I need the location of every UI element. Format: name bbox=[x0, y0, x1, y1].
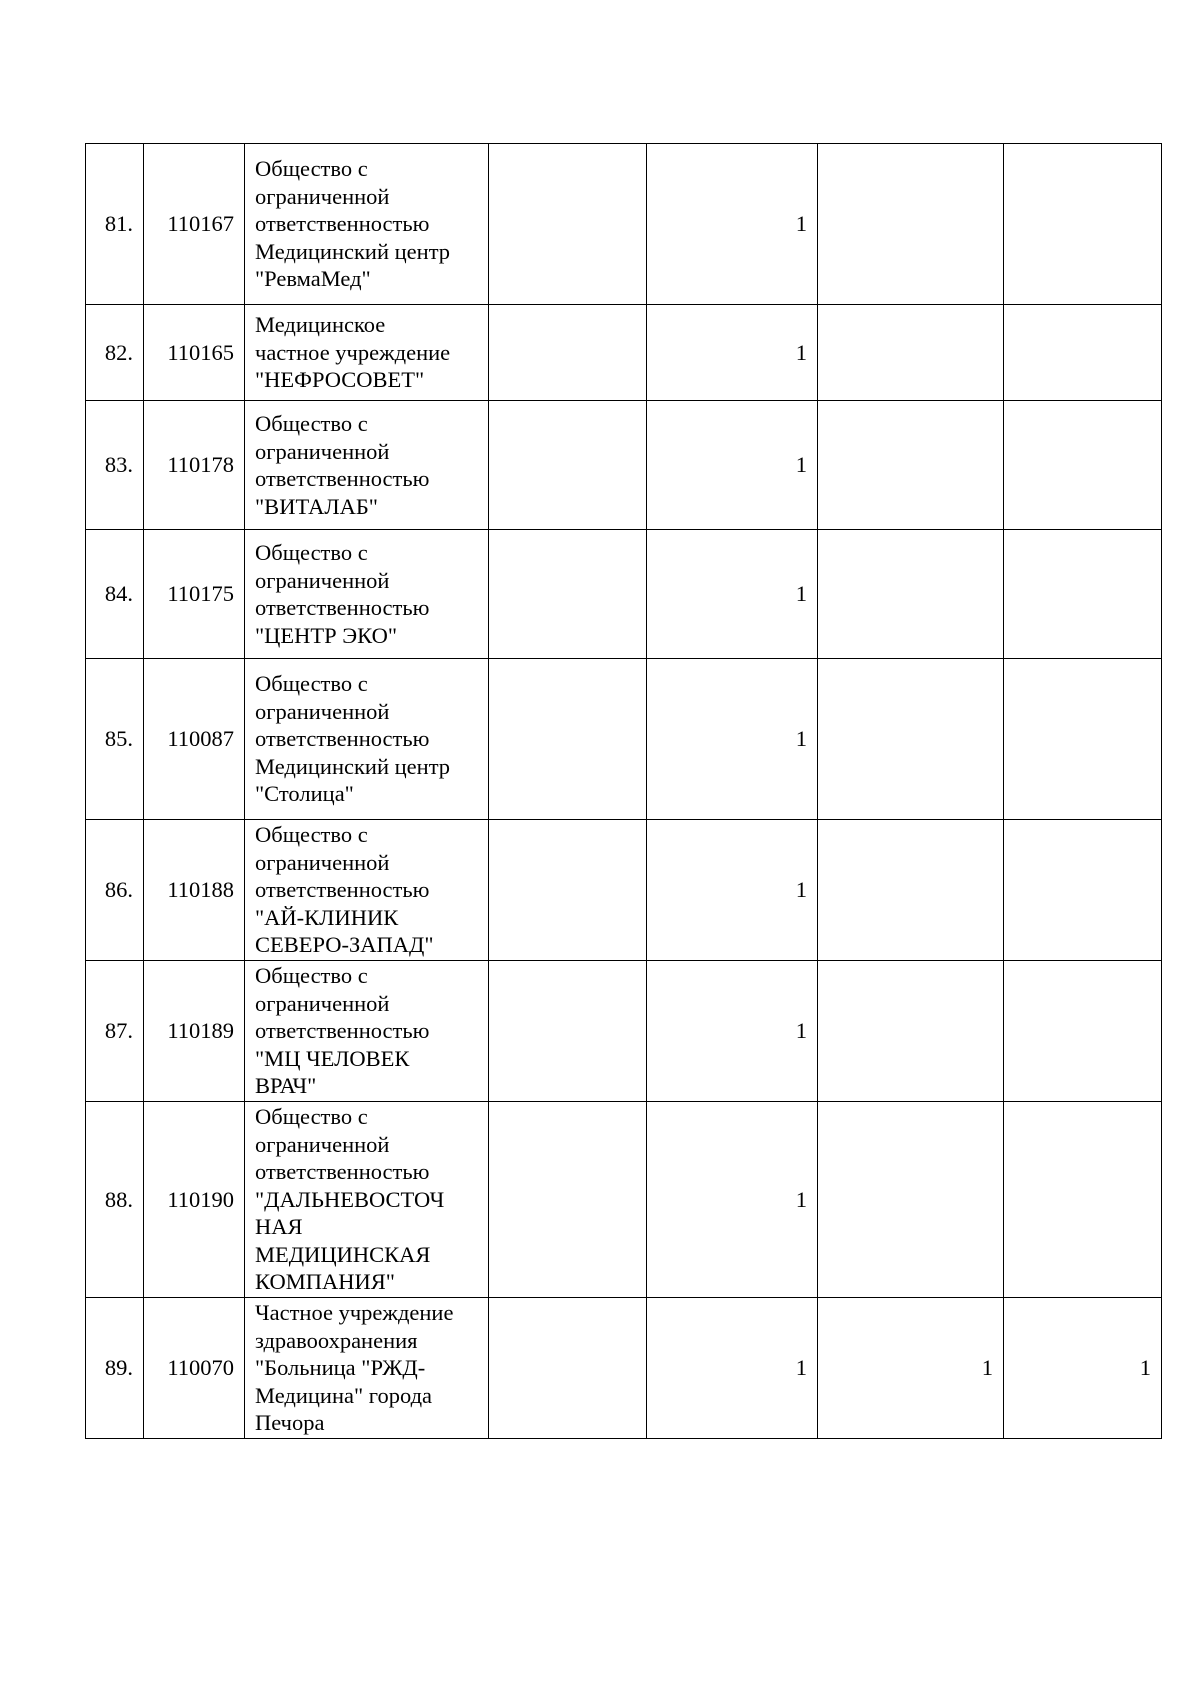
organization-name: Общество с ограниченной ответственностью "АЙ-КЛИНИК СЕВЕРО-ЗАПАД" bbox=[245, 820, 489, 961]
value-cell-col7 bbox=[1004, 820, 1162, 961]
table-row bbox=[86, 401, 1162, 530]
row-number: 85. bbox=[86, 659, 144, 820]
value-cell-col5: 1 bbox=[647, 530, 818, 659]
organization-name: Общество с ограниченной ответственностью Медицинский центр "Столица" bbox=[245, 659, 489, 820]
value-cell-col4 bbox=[489, 820, 647, 961]
value-cell-col4 bbox=[489, 961, 647, 1102]
organization-name: Общество с ограниченной ответственностью "МЦ ЧЕЛОВЕК ВРАЧ" bbox=[245, 961, 489, 1102]
organization-name: Общество с ограниченной ответственностью "ВИТАЛАБ" bbox=[245, 401, 489, 530]
row-number: 87. bbox=[86, 961, 144, 1102]
registry-code: 110189 bbox=[144, 961, 245, 1102]
row-number: 84. bbox=[86, 530, 144, 659]
registry-code: 110167 bbox=[144, 144, 245, 305]
value-cell-col6 bbox=[818, 401, 1004, 530]
value-cell-col5: 1 bbox=[647, 144, 818, 305]
registry-code: 110175 bbox=[144, 530, 245, 659]
organization-name: Общество с ограниченной ответственностью "ДАЛЬНЕВОСТОЧ НАЯ МЕДИЦИНСКАЯ КОМПАНИЯ" bbox=[245, 1102, 489, 1298]
value-cell-col5: 1 bbox=[647, 1298, 818, 1439]
value-cell-col4 bbox=[489, 1298, 647, 1439]
registry-code: 110178 bbox=[144, 401, 245, 530]
row-number: 88. bbox=[86, 1102, 144, 1298]
value-cell-col6 bbox=[818, 1102, 1004, 1298]
organization-name: Общество с ограниченной ответственностью "ЦЕНТР ЭКО" bbox=[245, 530, 489, 659]
value-cell-col7 bbox=[1004, 144, 1162, 305]
value-cell-col4 bbox=[489, 530, 647, 659]
value-cell-col7 bbox=[1004, 530, 1162, 659]
table-row bbox=[86, 144, 1162, 305]
value-cell-col4 bbox=[489, 305, 647, 401]
value-cell-col6 bbox=[818, 144, 1004, 305]
value-cell-col6 bbox=[818, 820, 1004, 961]
value-cell-col7 bbox=[1004, 401, 1162, 530]
registry-code: 110165 bbox=[144, 305, 245, 401]
value-cell-col7 bbox=[1004, 961, 1162, 1102]
value-cell-col6 bbox=[818, 961, 1004, 1102]
table-row bbox=[86, 305, 1162, 401]
value-cell-col7 bbox=[1004, 305, 1162, 401]
registry-code: 110188 bbox=[144, 820, 245, 961]
registry-code: 110070 bbox=[144, 1298, 245, 1439]
row-number: 82. bbox=[86, 305, 144, 401]
organization-name: Частное учреждение здравоохранения "Больница "РЖД- Медицина" города Печора bbox=[245, 1298, 489, 1439]
row-number: 83. bbox=[86, 401, 144, 530]
table-row bbox=[86, 530, 1162, 659]
value-cell-col6 bbox=[818, 659, 1004, 820]
value-cell-col6: 1 bbox=[818, 1298, 1004, 1439]
value-cell-col6 bbox=[818, 305, 1004, 401]
value-cell-col5: 1 bbox=[647, 659, 818, 820]
table-row bbox=[86, 1102, 1162, 1298]
table-row bbox=[86, 659, 1162, 820]
row-number: 81. bbox=[86, 144, 144, 305]
value-cell-col4 bbox=[489, 144, 647, 305]
value-cell-col7: 1 bbox=[1004, 1298, 1162, 1439]
row-number: 86. bbox=[86, 820, 144, 961]
value-cell-col5: 1 bbox=[647, 305, 818, 401]
registry-code: 110190 bbox=[144, 1102, 245, 1298]
value-cell-col7 bbox=[1004, 1102, 1162, 1298]
value-cell-col5: 1 bbox=[647, 961, 818, 1102]
registry-code: 110087 bbox=[144, 659, 245, 820]
value-cell-col6 bbox=[818, 530, 1004, 659]
value-cell-col4 bbox=[489, 659, 647, 820]
value-cell-col4 bbox=[489, 1102, 647, 1298]
organizations-table bbox=[85, 143, 1162, 1439]
organization-name: Общество с ограниченной ответственностью Медицинский центр "РевмаМед" bbox=[245, 144, 489, 305]
table-row bbox=[86, 1298, 1162, 1439]
row-number: 89. bbox=[86, 1298, 144, 1439]
value-cell-col5: 1 bbox=[647, 401, 818, 530]
table-row bbox=[86, 820, 1162, 961]
table-row bbox=[86, 961, 1162, 1102]
value-cell-col4 bbox=[489, 401, 647, 530]
table-body bbox=[86, 144, 1162, 1439]
value-cell-col5: 1 bbox=[647, 1102, 818, 1298]
value-cell-col7 bbox=[1004, 659, 1162, 820]
organization-name: Медицинское частное учреждение "НЕФРОСОВЕТ" bbox=[245, 305, 489, 401]
value-cell-col5: 1 bbox=[647, 820, 818, 961]
